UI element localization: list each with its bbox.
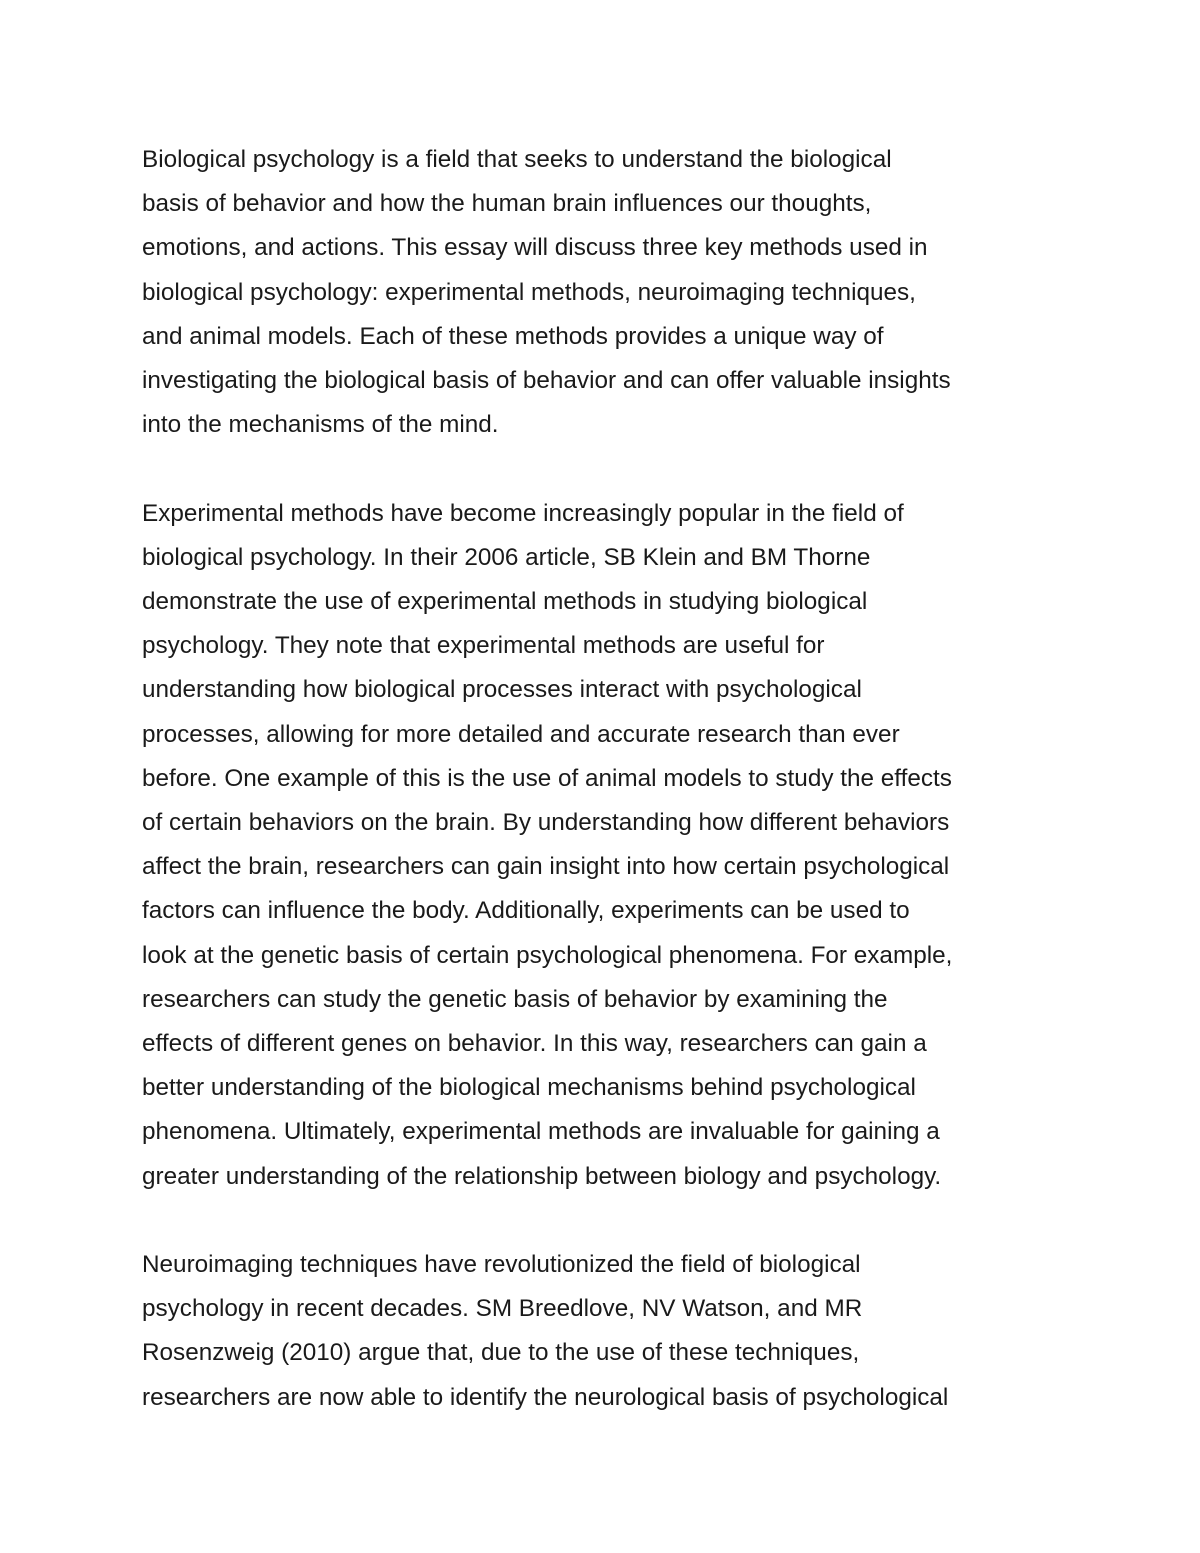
- text-line: emotions, and actions. This essay will discuss three key methods used in: [142, 234, 928, 262]
- text-line: and animal models. Each of these methods provides a unique way of: [142, 322, 884, 350]
- paragraph-experimental-methods: [142, 492, 1082, 1199]
- text-line: Neuroimaging techniques have revolutionized the field of biological: [142, 1251, 861, 1279]
- text-line: researchers can study the genetic basis of behavior by examining the: [142, 985, 888, 1013]
- text-line: biological psychology. In their 2006 article, SB Klein and BM Thorne: [142, 543, 871, 571]
- text-line: demonstrate the use of experimental methods in studying biological: [142, 588, 868, 616]
- document-body: [142, 138, 1082, 1464]
- text-line: understanding how biological processes interact with psychological: [142, 676, 862, 704]
- text-line: researchers are now able to identify the neurological basis of psychological: [142, 1383, 949, 1411]
- text-line: phenomena. Ultimately, experimental methods are invaluable for gaining a: [142, 1118, 940, 1146]
- text-line: basis of behavior and how the human brain influences our thoughts,: [142, 190, 872, 218]
- text-line: psychology. They note that experimental methods are useful for: [142, 632, 825, 660]
- text-line: Experimental methods have become increasingly popular in the field of: [142, 499, 904, 527]
- text-line: psychology in recent decades. SM Breedlove, NV Watson, and MR: [142, 1295, 863, 1323]
- text-line: before. One example of this is the use of animal models to study the effects: [142, 764, 952, 792]
- text-line: Rosenzweig (2010) argue that, due to the use of these techniques,: [142, 1339, 860, 1367]
- text-line: into the mechanisms of the mind.: [142, 411, 499, 439]
- text-line: investigating the biological basis of behavior and can offer valuable insights: [142, 367, 951, 395]
- text-line: of certain behaviors on the brain. By understanding how different behaviors: [142, 809, 950, 837]
- text-line: processes, allowing for more detailed and accurate research than ever: [142, 720, 900, 748]
- text-line: look at the genetic basis of certain psychological phenomena. For example,: [142, 941, 953, 969]
- text-line: effects of different genes on behavior. In this way, researchers can gain a: [142, 1030, 927, 1058]
- text-line: factors can influence the body. Additionally, experiments can be used to: [142, 897, 910, 925]
- text-line: biological psychology: experimental methods, neuroimaging techniques,: [142, 278, 916, 306]
- text-line: greater understanding of the relationship between biology and psychology.: [142, 1162, 942, 1190]
- text-line: affect the brain, researchers can gain insight into how certain psychological: [142, 853, 950, 881]
- text-line: better understanding of the biological mechanisms behind psychological: [142, 1074, 916, 1102]
- paragraph-neuroimaging: [142, 1243, 1082, 1420]
- text-line: Biological psychology is a field that seeks to understand the biological: [142, 146, 892, 173]
- paragraph-intro: [142, 138, 1082, 447]
